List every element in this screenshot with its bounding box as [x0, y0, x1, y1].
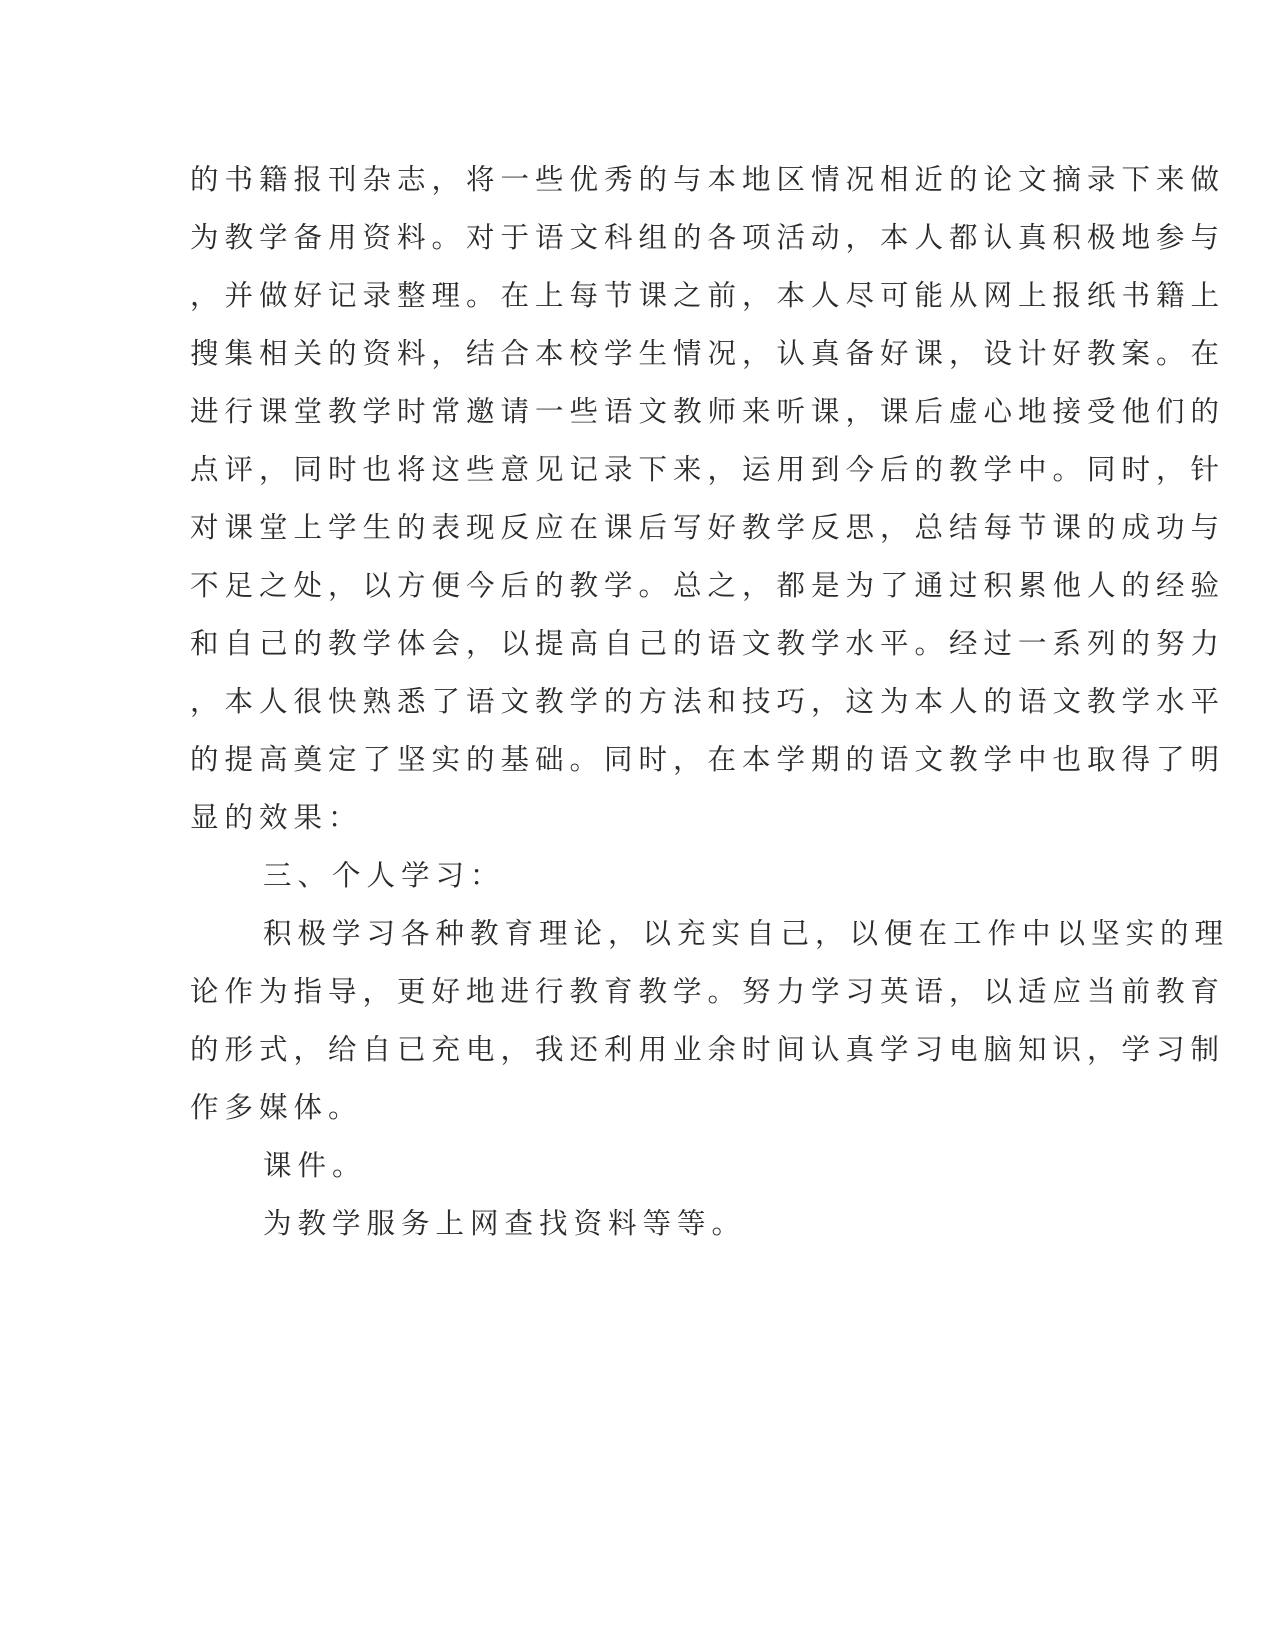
- paragraph-3: 课件。: [263, 1149, 367, 1182]
- paragraph-1-line-4: 搜集相关的资料，结合本校学生情况，认真备好课，设计好教案。在: [190, 337, 1226, 370]
- paragraph-1-line-9: 和自己的教学体会，以提高自己的语文教学水平。经过一系列的努力: [190, 627, 1226, 660]
- paragraph-2-line-1: 积极学习各种教育理论，以充实自己，以便在工作中以坚实的理: [263, 917, 1230, 950]
- paragraph-4: 为教学服务上网查找资料等等。: [263, 1207, 747, 1240]
- paragraph-1-line-1: 的书籍报刊杂志，将一些优秀的与本地区情况相近的论文摘录下来做: [190, 163, 1226, 196]
- paragraph-2-line-4: 作多媒体。: [190, 1091, 363, 1124]
- paragraph-1-line-8: 不足之处，以方便今后的教学。总之，都是为了通过积累他人的经验: [190, 569, 1226, 602]
- paragraph-1-line-2: 为教学备用资料。对于语文科组的各项活动，本人都认真积极地参与: [190, 221, 1226, 254]
- paragraph-1-line-3: ，并做好记录整理。在上每节课之前，本人尽可能从网上报纸书籍上: [190, 279, 1226, 312]
- paragraph-1-line-6: 点评，同时也将这些意见记录下来，运用到今后的教学中。同时，针: [190, 453, 1226, 486]
- paragraph-1-line-7: 对课堂上学生的表现反应在课后写好教学反思，总结每节课的成功与: [190, 511, 1226, 544]
- paragraph-2-line-3: 的形式，给自已充电，我还利用业余时间认真学习电脑知识，学习制: [190, 1033, 1226, 1066]
- paragraph-2-line-2: 论作为指导，更好地进行教育教学。努力学习英语，以适应当前教育: [190, 975, 1226, 1008]
- paragraph-1-line-12: 显的效果：: [190, 801, 363, 834]
- paragraph-1-line-10: ，本人很快熟悉了语文教学的方法和技巧，这为本人的语文教学水平: [190, 685, 1226, 718]
- paragraph-1-line-5: 进行课堂教学时常邀请一些语文教师来听课，课后虚心地接受他们的: [190, 395, 1226, 428]
- section-heading: 三、个人学习：: [263, 859, 505, 892]
- paragraph-1-line-11: 的提高奠定了坚实的基础。同时，在本学期的语文教学中也取得了明: [190, 743, 1226, 776]
